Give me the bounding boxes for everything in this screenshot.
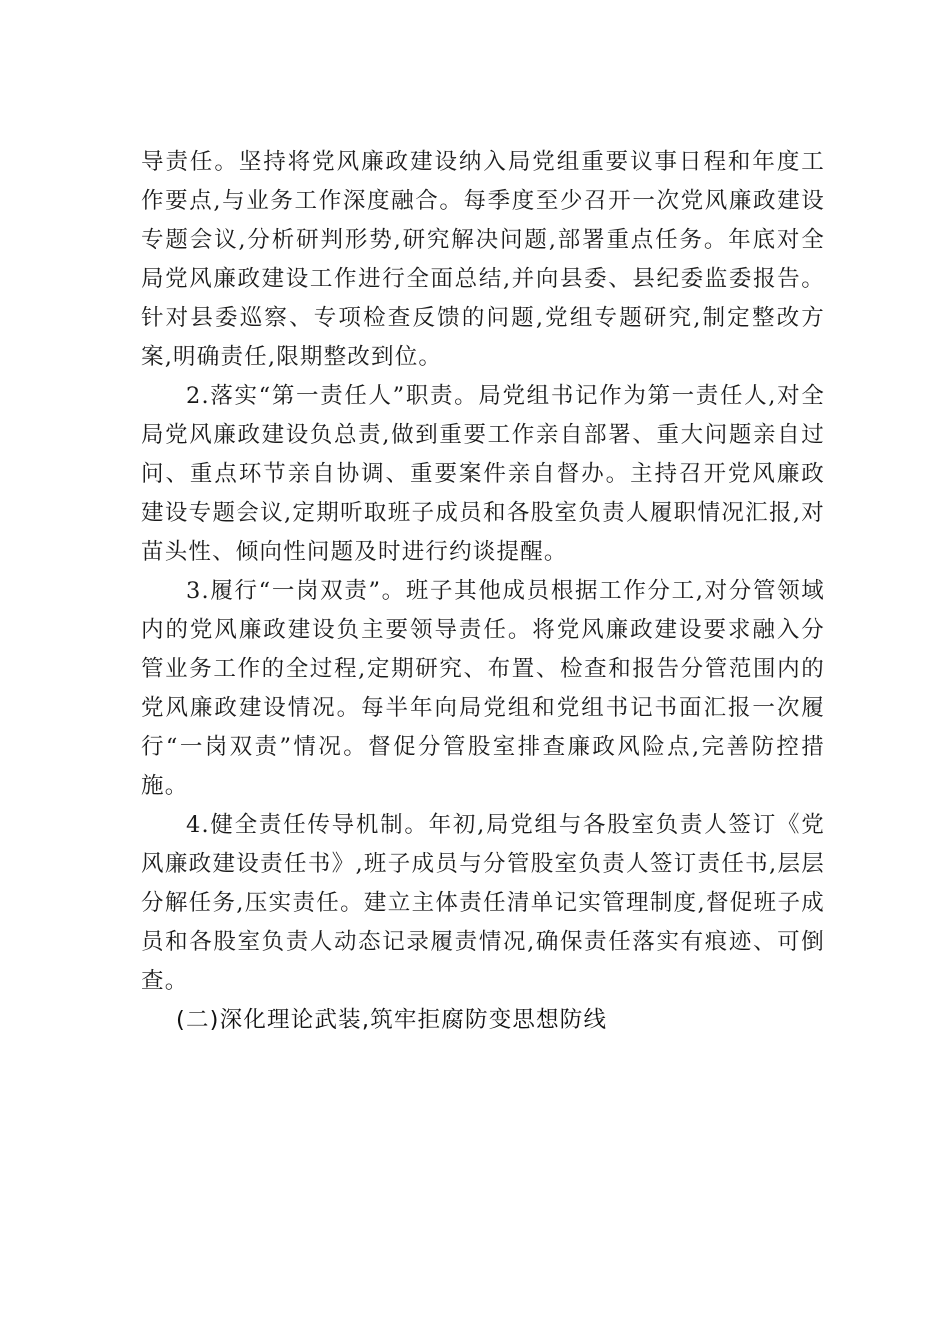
paragraph-item-4: 4.健全责任传导机制。年初,局党组与各股室负责人签订《党风廉政建设责任书》,班子成员与分管股室负责人签订责任书,层层分解任务,压实责任。建立主体责任清单记实管理制度,督促班子成员和各股室负责人动态记录履责情况,确保责任落实有痕迹、可倒查。 [141, 812, 825, 994]
paragraph-continuation: 导责任。坚持将党风廉政建设纳入局党组重要议事日程和年度工作要点,与业务工作深度融合。每季度至少召开一次党风廉政建设专题会议,分析研判形势,研究解决问题,部署重点任务。年底对全局党风廉政建设工作进行全面总结,并向县委、县纪委监委报告。针对县委巡察、专项检查反馈的问题,党组专题研究,制定整改方案,明确责任,限期整改到位。 [141, 149, 825, 370]
section-heading: (二)深化理论武装,筑牢拒腐防变思想防线 [176, 1007, 608, 1033]
document-body [141, 143, 825, 1040]
paragraph-item-3: 3.履行“一岗双责”。班子其他成员根据工作分工,对分管领域内的党风廉政建设负主要领导责任。将党风廉政建设要求融入分管业务工作的全过程,定期研究、布置、检查和报告分管范围内的党风廉政建设情况。每半年向局党组和党组书记书面汇报一次履行“一岗双责”情况。督促分管股室排查廉政风险点,完善防控措施。 [141, 578, 825, 799]
paragraph-item-2: 2.落实“第一责任人”职责。局党组书记作为第一责任人,对全局党风廉政建设负总责,做到重要工作亲自部署、重大问题亲自过问、重点环节亲自协调、重要案件亲自督办。主持召开党风廉政建设专题会议,定期听取班子成员和各股室负责人履职情况汇报,对苗头性、倾向性问题及时进行约谈提醒。 [141, 383, 825, 565]
